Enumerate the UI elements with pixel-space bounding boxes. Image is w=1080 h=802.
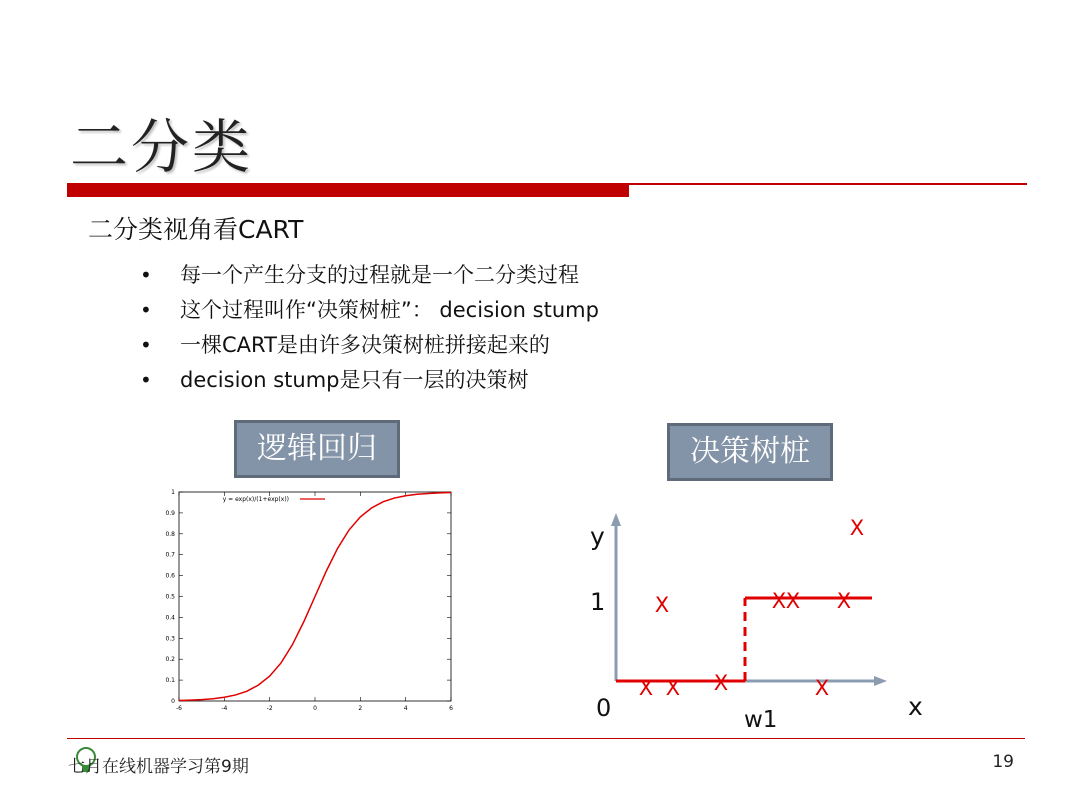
x-tick-label: 2 bbox=[358, 705, 363, 712]
x-axis-arrow bbox=[874, 676, 887, 686]
footer-rule bbox=[67, 738, 1025, 739]
y-one-label: 1 bbox=[590, 588, 606, 616]
y-tick-label: 0.4 bbox=[165, 614, 175, 622]
page-number: 19 bbox=[992, 752, 1014, 772]
y-tick-label: 0.3 bbox=[165, 635, 175, 643]
x-tick-label: -4 bbox=[221, 705, 228, 712]
data-point-marker: X bbox=[849, 516, 865, 540]
bullet-item: • 一棵CART是由许多决策树桩拼接起来的 bbox=[140, 328, 599, 363]
data-point-marker: X bbox=[638, 676, 654, 700]
data-point-marker: X bbox=[814, 676, 830, 700]
chart-legend-label: y = exp(x)/(1+exp(x)) bbox=[222, 496, 289, 503]
y-tick-label: 0.2 bbox=[165, 656, 175, 664]
data-point-marker: X bbox=[713, 671, 729, 695]
x-tick-label: 0 bbox=[313, 705, 317, 712]
y-tick-label: 0.6 bbox=[165, 572, 175, 580]
y-tick-label: 0.8 bbox=[165, 530, 175, 538]
logistic-regression-tag: 逻辑回归 bbox=[234, 420, 400, 478]
footer-org: 七月在线机器学习第9期 bbox=[68, 757, 249, 777]
x-ticks bbox=[176, 492, 453, 712]
y-tick-label: 0.1 bbox=[165, 677, 175, 685]
y-tick-label: 0.9 bbox=[165, 509, 175, 517]
data-point-marker: X bbox=[665, 676, 681, 700]
data-point-marker: X bbox=[654, 593, 670, 617]
x-tick-label: 6 bbox=[449, 705, 453, 712]
bullet-item: • decision stump是只有一层的决策树 bbox=[140, 363, 599, 398]
decision-stump-tag: 决策树桩 bbox=[667, 423, 833, 481]
sigmoid-chart bbox=[155, 485, 465, 720]
slide-title: 二分类 bbox=[70, 113, 254, 181]
x-tick-label: 4 bbox=[403, 705, 408, 712]
bullet-item: • 这个过程叫作“决策树桩”： decision stump bbox=[140, 293, 599, 328]
y-axis-label: y bbox=[590, 522, 605, 551]
slide-subtitle: 二分类视角看CART bbox=[88, 215, 304, 244]
y-tick-label: 0 bbox=[171, 698, 175, 705]
y-tick-label: 0.7 bbox=[165, 551, 175, 559]
y-tick-label: 0.5 bbox=[165, 593, 175, 601]
y-tick-label: 1 bbox=[171, 489, 175, 496]
bullet-list bbox=[140, 258, 599, 398]
title-rule-thick bbox=[67, 183, 629, 197]
data-point-marker: X bbox=[785, 589, 801, 613]
x-tick-label: -6 bbox=[176, 705, 182, 712]
bullet-item: • 每一个产生分支的过程就是一个二分类过程 bbox=[140, 258, 599, 293]
x-axis-label: x bbox=[908, 692, 923, 721]
data-points bbox=[639, 516, 864, 700]
data-point-marker: X bbox=[771, 589, 787, 613]
sigmoid-series-line bbox=[179, 493, 451, 701]
x-tick-label: -2 bbox=[266, 705, 273, 712]
origin-label: 0 bbox=[596, 694, 612, 722]
threshold-label: w1 bbox=[744, 707, 778, 733]
y-ticks bbox=[165, 489, 451, 705]
decision-stump-diagram bbox=[580, 505, 940, 740]
data-point-marker: X bbox=[836, 589, 852, 613]
y-axis-arrow bbox=[611, 513, 621, 526]
